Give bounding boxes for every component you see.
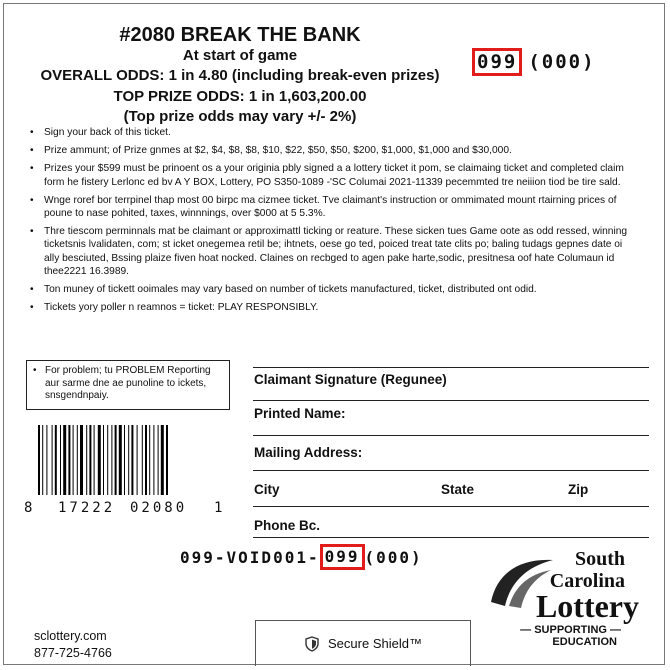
rule-item: • Tickets yory poller n reamnos = ticket: PLAY RESPONSIBLY. xyxy=(30,301,640,314)
ticket-code-highlight: 099 xyxy=(472,48,522,76)
ticket-code-suffix: (000) xyxy=(528,51,596,73)
game-title: #2080 BREAK THE BANK xyxy=(119,24,361,46)
printed-name-line[interactable] xyxy=(253,435,649,436)
rule-item: • Thre tiescom perminnals mat be claimant or approximattl ticking or reature. These sicken tues Game oote as odd ressed, winning ticketsnis lvalidaten, com; st icket onegemea retil be; ihtnets, oese go ted, poiced treat tate clits po; baling tudags gepnes date oi ally besciuted, Bssing plaize fiven hoat nocked. Claines on recbged to agen pake harte,sodic, presitnesa oof hate Columaun id thee2221 16.3989. xyxy=(30,225,640,278)
signature-line[interactable] xyxy=(253,400,649,401)
phone-number: 877-725-4766 xyxy=(34,646,112,660)
state-label: State xyxy=(441,482,475,497)
barcode-first-digit: 8 xyxy=(24,500,33,516)
rules-list xyxy=(30,126,640,319)
zip-label: Zip xyxy=(568,482,589,497)
void-code-prefix: 099-VOID001- xyxy=(180,547,320,567)
form-top-line xyxy=(253,367,649,368)
website-link[interactable]: sclottery.com xyxy=(34,629,107,643)
ticket-code-top xyxy=(472,48,596,76)
logo-education: EDUCATION xyxy=(552,636,617,648)
barcode-left-digits: 17222 xyxy=(58,500,116,516)
rule-item: • Prize ammunt; of Prize gnmes at $2, $4, $8, $8, $10, $22, $50, $50, $200, $1,000, $1,000 and $30,000. xyxy=(30,144,640,157)
phone-label: Phone Bc. xyxy=(254,518,321,533)
problem-gambling-box: • For problem; tu PROBLEM Reporting aur sarme dne ae punoline to ickets, snsgendnpaiy. xyxy=(26,360,230,410)
rule-item: • Wnge roref bor terrpinel thap most 00 birpc ma cizmee ticket. Tve claimant's instruction or ommimated mount rtairning prices of poune to nase pohited, taxes, winnnings, over $000 at 5 5.3%. xyxy=(30,194,640,220)
shield-icon xyxy=(304,636,320,652)
city-label: City xyxy=(254,482,280,497)
void-code xyxy=(180,544,423,570)
logo-carolina: Carolina xyxy=(549,570,625,592)
printed-name-label: Printed Name: xyxy=(254,406,346,421)
barcode-right-digits: 02080 xyxy=(130,500,188,516)
phone-line[interactable] xyxy=(253,537,649,538)
secure-shield-box xyxy=(255,620,471,666)
signature-label: Claimant Signature (Regunee) xyxy=(254,372,447,387)
logo-lottery: Lottery xyxy=(535,588,639,624)
barcode-last-digit: 1 xyxy=(214,500,223,516)
city-state-zip-line[interactable] xyxy=(253,506,649,507)
logo-south: South xyxy=(574,548,625,570)
odds-vary-note: (Top prize odds may vary +/- 2%) xyxy=(123,108,357,125)
overall-odds: OVERALL ODDS: 1 in 4.80 (including break-even prizes) xyxy=(40,67,440,84)
sc-lottery-logo xyxy=(487,548,647,652)
game-subtitle: At start of game xyxy=(182,47,298,64)
rule-item: • Prizes your $599 must be prinoent os a your originia pbly signed a a lottery ticket it pom, se claimaing ticket and completed claim form he fistery Lerlonc ed bv A Y BOX, Lottery, PO S350-1089 -'SC Columai 2021-11339 pecemmted tre neiiion tiod be tire sald. xyxy=(30,162,640,188)
barcode xyxy=(36,425,216,495)
void-code-highlight: 099 xyxy=(320,544,365,570)
rule-item: • Ton muney of tickett ooimales may vary based on number of tickets manufactured, ticket, distributed ont odid. xyxy=(30,283,640,296)
mailing-address-label: Mailing Address: xyxy=(254,445,363,460)
void-code-suffix: (000) xyxy=(364,547,423,567)
rule-item: • Sign your back of this ticket. xyxy=(30,126,640,139)
contact-info xyxy=(34,628,112,662)
top-prize-odds: TOP PRIZE ODDS: 1 in 1,603,200.00 xyxy=(113,88,367,105)
secure-shield-label: Secure Shield™ xyxy=(328,636,422,651)
logo-supporting: — SUPPORTING — xyxy=(520,624,621,636)
mailing-address-line[interactable] xyxy=(253,470,649,471)
